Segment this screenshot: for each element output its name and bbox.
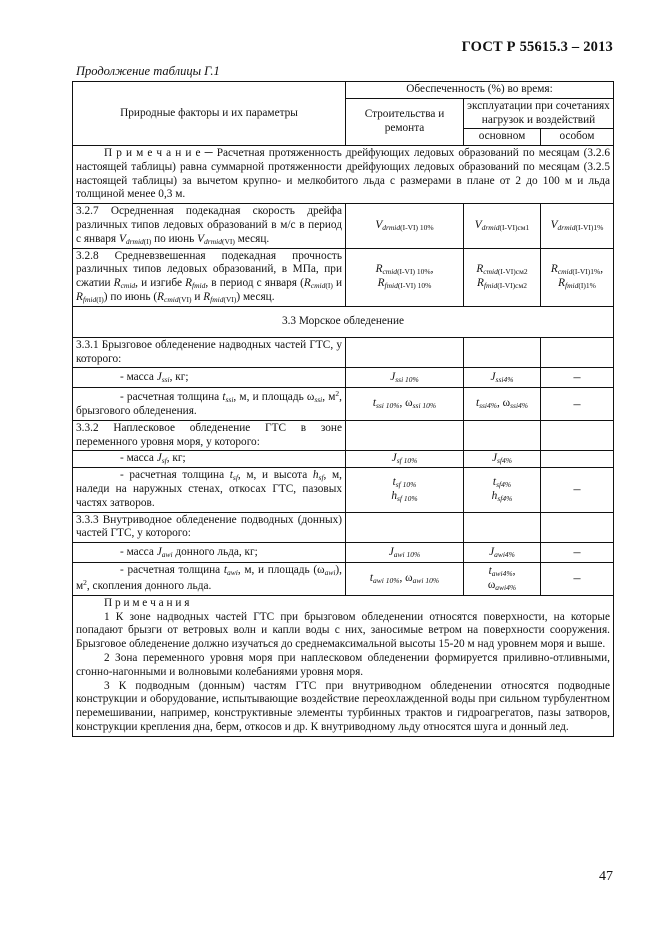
header-operation: эксплуатации при сочетаниях нагрузок и воздействий	[464, 98, 614, 129]
row-3-2-7-special: Vdrmid(I-VI)1%	[541, 204, 614, 248]
row-3-3-2-thickness-main: tsf4% hsf4%	[464, 468, 541, 512]
row-3-3-1-mass-construction: Jssi 10%	[346, 368, 464, 388]
row-3-3-1-thickness-label: - расчетная толщина tssi, м, и площадь ωssi, $м^2$, брызгового обледенения.	[73, 388, 346, 421]
row-3-3-1-mass-special: –	[541, 368, 614, 388]
row-3-3-1-special	[541, 337, 614, 368]
header-main: основном	[464, 129, 541, 146]
row-3-3-2-special	[541, 420, 614, 451]
row-3-3-3-thickness-label: - расчетная толщина tawi, м, и площадь (ωawi), $м^2$, скопления донного льда.	[73, 563, 346, 596]
row-3-3-3-label: 3.3.3 Внутриводное обледенение подводных (донных) частей ГТС, у которого:	[73, 512, 346, 543]
row-3-3-2-mass-label: - масса Jsf, кг;	[73, 451, 346, 468]
row-3-2-8-special: Rcmid(I-VI)1%, Rfmid(I)1%	[541, 248, 614, 306]
row-3-3-2-mass-special	[541, 451, 614, 468]
row-3-3-2-mass-main: Jsf4%	[464, 451, 541, 468]
row-3-2-7-label: 3.2.7 Осредненная подекадная скорость дрейфа различных типов ледовых образований в м/с в период с января Vdrmid(I) по июнь Vdrmid(VI) месяц.	[73, 204, 346, 248]
row-3-3-3-thickness-special: –	[541, 563, 614, 596]
row-3-3-2-thickness-label: - расчетная толщина tsf, м, и высота hsf, м, наледи на наружных стенах, откосах ГТС, пазовых частях затворов.	[73, 468, 346, 512]
row-3-3-2-thickness-special: –	[541, 468, 614, 512]
row-3-3-3-thickness-construction: tawi 10%, ωawi 10%	[346, 563, 464, 596]
notes-label: П р и м е ч а н и я	[104, 596, 190, 609]
row-3-3-1-thickness-special: –	[541, 388, 614, 421]
row-3-2-7-main: Vdrmid(I-VI)см1	[464, 204, 541, 248]
row-3-3-3-mass-construction: Jawi 10%	[346, 543, 464, 563]
row-3-3-3-mass-special: –	[541, 543, 614, 563]
row-3-3-1-thickness-construction: tssi 10%, ωssi 10%	[346, 388, 464, 421]
table-continuation-caption: Продолжение таблицы Г.1	[76, 64, 220, 78]
row-3-3-1-label: 3.3.1 Брызговое обледенение надводных частей ГТС, у которого:	[73, 337, 346, 368]
header-factors: Природные факторы и их параметры	[73, 82, 346, 146]
row-3-3-3-main	[464, 512, 541, 543]
row-3-2-8-main: Rcmid(I-VI)см2 Rfmid(I-VI)см2	[464, 248, 541, 306]
row-3-3-1-thickness-main: tssi4%, ωssi4%	[464, 388, 541, 421]
header-construction: Строительства и ремонта	[346, 98, 464, 145]
note-2: 2 Зона переменного уровня моря при наплесковом обледенении формируется приливно-отливными, сгонно-нагонными и волновыми колебаниями уровня моря.	[76, 651, 610, 678]
header-provision: Обеспеченность (%) во время:	[346, 82, 614, 99]
row-3-3-1-construction	[346, 337, 464, 368]
note-3: 3 К подводным (донным) частям ГТС при внутриводном обледенении относятся подводные конструкции и оборудование, испытывающие воздействие переохлажденной воды при сильном турбулентном перемешивании, например, конструктивные элементы турбинных трактов и гидроагрегатов, пазы затворов, конструкции крепления дна, берм, откосов и др. К внутриводному льду относятся шуга и донный лед.	[76, 679, 610, 733]
page-number: 47	[599, 869, 613, 884]
parameters-table	[72, 81, 614, 737]
row-3-3-2-thickness-construction: tsf 10% hsf 10%	[346, 468, 464, 512]
row-3-3-3-mass-label: - масса Jawi донного льда, кг;	[73, 543, 346, 563]
row-3-3-3-special	[541, 512, 614, 543]
row-3-3-1-main	[464, 337, 541, 368]
row-3-2-8-label: 3.2.8 Средневзвешенная подекадная прочность различных типов ледовых образований, в МПа, при сжатии Rcmid, и изгибе Rfmid, в период с января (Rcmid(I) и Rfmid(I)) по июнь (Rcmid(VI) и Rfmid(VI)) месяц.	[73, 248, 346, 306]
header-special: особом	[541, 129, 614, 146]
section-marine-icing: 3.3 Морское обледенение	[73, 306, 614, 337]
row-3-3-3-mass-main: Jawi4%	[464, 543, 541, 563]
row-3-3-2-construction	[346, 420, 464, 451]
row-3-3-2-label: 3.3.2 Наплесковое обледенение ГТС в зоне переменного уровня моря, у которого:	[73, 420, 346, 451]
row-3-3-1-mass-main: Jssi4%	[464, 368, 541, 388]
row-3-3-1-mass-label: - масса Jssi, кг;	[73, 368, 346, 388]
note-top: П р и м е ч а н и е ─ Расчетная протяженность дрейфующих ледовых образований по месяцам (3.2.6 настоящей таблицы) равна суммарной протяженности дрейфующих ледовых образований по месяцам (3.2.5 настоящей таблицы) за вычетом крупно- и мелкобитого льда с размерами в плане от 2 до 100 м и льда толщиной менее 0,3 м.	[73, 146, 614, 204]
row-3-3-2-main	[464, 420, 541, 451]
row-3-2-7-construction: Vdrmid(I-VI) 10%	[346, 204, 464, 248]
row-3-3-2-mass-construction: Jsf 10%	[346, 451, 464, 468]
document-code: ГОСТ Р 55615.3 – 2013	[461, 39, 613, 55]
row-3-2-8-construction: Rcmid(I-VI) 10%, Rfmid(I-VI) 10%	[346, 248, 464, 306]
row-3-3-3-thickness-main: tawi4%, ωawi4%	[464, 563, 541, 596]
note-1: 1 К зоне надводных частей ГТС при брызговом обледенении относятся поверхности, на которые попадают брызги от ветровых волн и капли воды с них, заносимые ветром на поверхности сооружения. Брызговое обледенение должно изучаться до среднемаксимальной высоты 15-20 м над уровнем моря и выше.	[76, 610, 610, 651]
row-3-3-3-construction	[346, 512, 464, 543]
notes-block	[73, 595, 614, 736]
